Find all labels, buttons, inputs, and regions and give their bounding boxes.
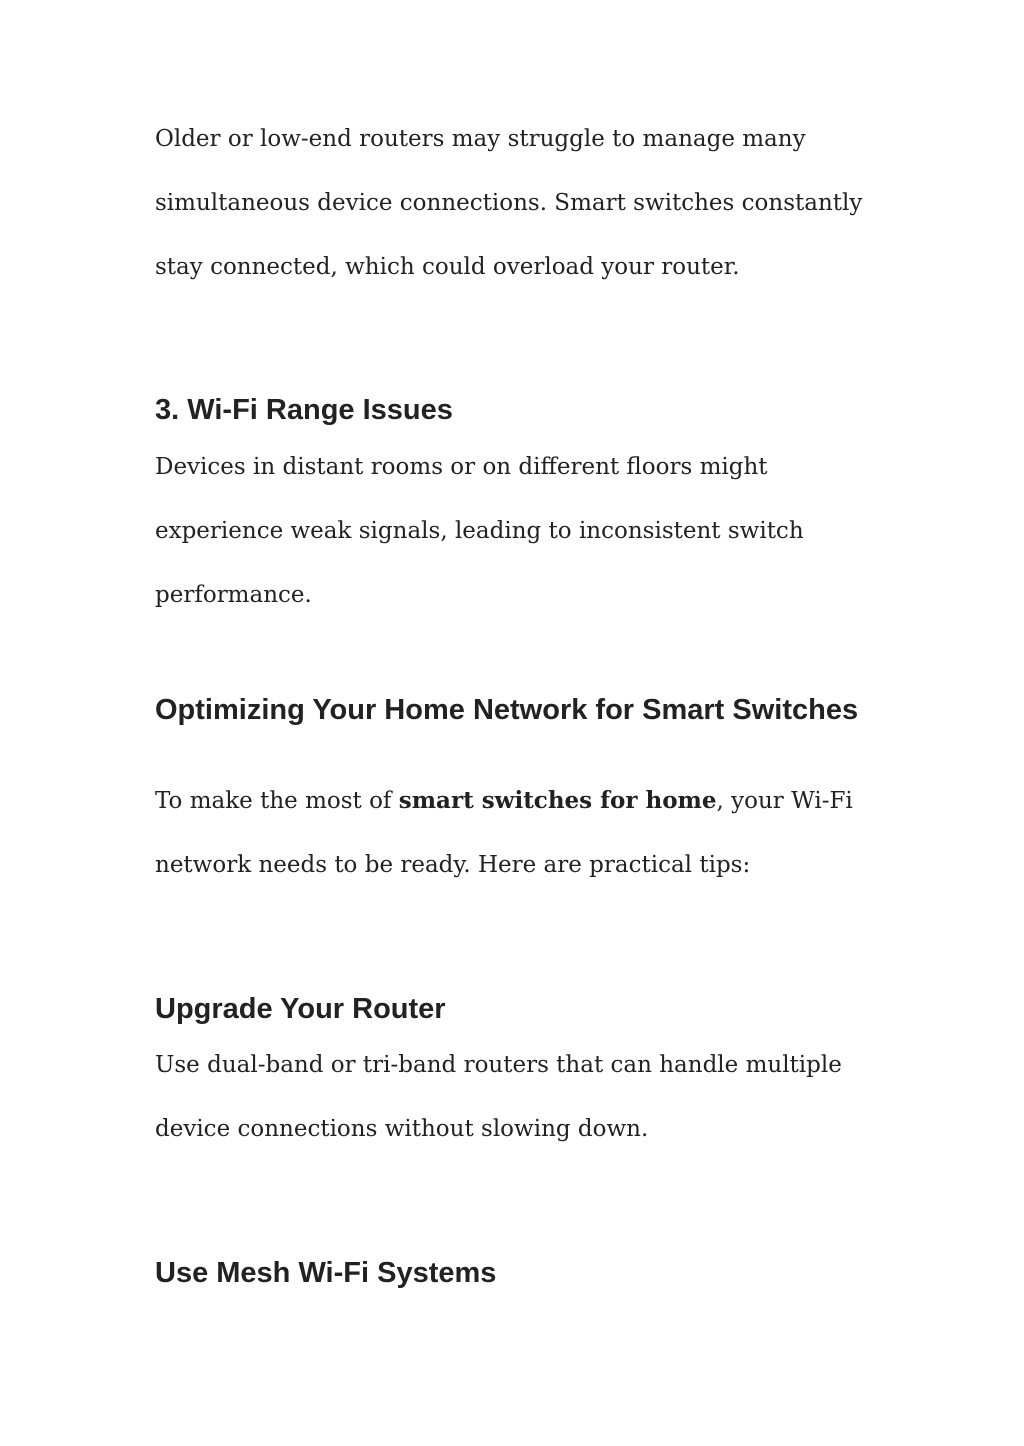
optimizing-intro-paragraph <box>155 769 875 897</box>
wifi-range-heading: 3. Wi-Fi Range Issues <box>155 394 453 426</box>
router-load-paragraph: Older or low-end routers may struggle to manage many simultaneous device connections. Smart switches constantly stay connected, which could overload your router. <box>155 126 863 280</box>
mesh-wifi-heading: Use Mesh Wi-Fi Systems <box>155 1257 497 1289</box>
intro-text-end: , your Wi-Fi network needs to be ready. Here are practical tips: <box>155 788 853 878</box>
intro-text-start: To make the most of <box>155 788 399 814</box>
upgrade-router-paragraph: Use dual-band or tri-band routers that can handle multiple device connections without slowing down. <box>155 1052 842 1142</box>
optimizing-network-heading: Optimizing Your Home Network for Smart Switches <box>155 694 859 726</box>
smart-switches-keyword: smart switches for home <box>398 787 717 814</box>
upgrade-router-heading: Upgrade Your Router <box>155 993 446 1025</box>
wifi-range-paragraph: Devices in distant rooms or on different floors might experience weak signals, leading to inconsistent switch performance. <box>155 454 804 608</box>
